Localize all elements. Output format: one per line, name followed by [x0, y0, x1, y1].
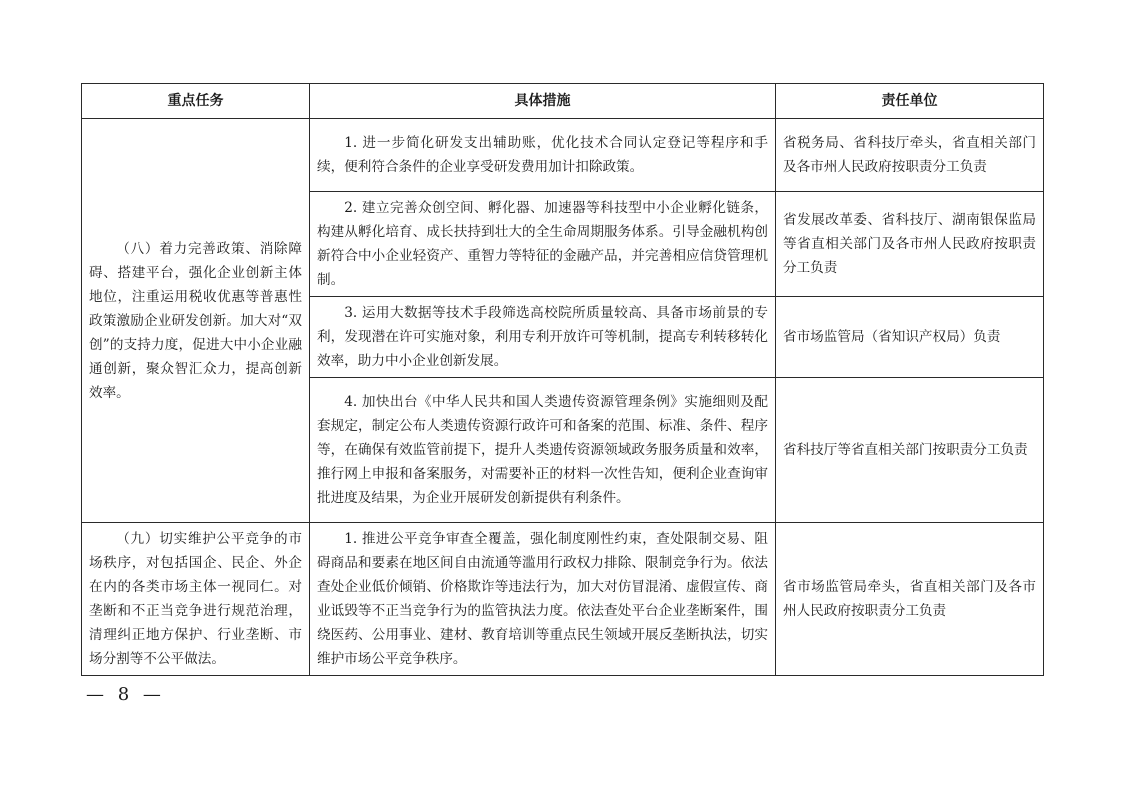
policy-table [81, 83, 1044, 676]
measure-cell: 2. 建立完善众创空间、孵化器、加速器等科技型中小企业孵化链条，构建从孵化培育、成长扶持到壮大的全生命周期服务体系。引导金融机构创新符合中小企业轻资产、重智力等特征的金融产品，并完善相应信贷管理机制。 [310, 192, 776, 297]
header-key-task: 重点任务 [82, 84, 310, 119]
unit-cell: 省市场监管局（省知识产权局）负责 [776, 297, 1044, 378]
measure-cell: 4. 加快出台《中华人民共和国人类遗传资源管理条例》实施细则及配套规定，制定公布人类遗传资源行政许可和备案的范围、标准、条件、程序等，在确保有效监管前提下，提升人类遗传资源领域政务服务质量和效率，推行网上申报和备案服务，对需要补正的材料一次性告知，便利企业查询审批进度及结果，为企业开展研发创新提供有利条件。 [310, 378, 776, 523]
task-cell: （八）着力完善政策、消除障碍、搭建平台，强化企业创新主体地位，注重运用税收优惠等普惠性政策激励企业研发创新。加大对“双创”的支持力度，促进大中小企业融通创新，聚众智汇众力，提高创新效率。 [82, 119, 310, 523]
header-responsible-unit: 责任单位 [776, 84, 1044, 119]
measure-cell: 1. 推进公平竞争审查全覆盖，强化制度刚性约束，查处限制交易、阻碍商品和要素在地区间自由流通等滥用行政权力排除、限制竞争行为。依法查处企业低价倾销、价格欺诈等违法行为，加大对仿冒混淆、虚假宣传、商业诋毁等不正当竞争行为的监管执法力度。依法查处平台企业垄断案件，围绕医药、公用事业、建材、教育培训等重点民生领域开展反垄断执法，切实维护市场公平竞争秩序。 [310, 523, 776, 676]
table-row [82, 119, 1044, 192]
unit-cell: 省科技厅等省直相关部门按职责分工负责 [776, 378, 1044, 523]
task-cell: （九）切实维护公平竞争的市场秩序，对包括国企、民企、外企在内的各类市场主体一视同仁。对垄断和不正当竞争进行规范治理，清理纠正地方保护、行业垄断、市场分割等不公平做法。 [82, 523, 310, 676]
table-row [82, 523, 1044, 676]
page-number: — 8 — [86, 684, 165, 705]
measure-cell: 3. 运用大数据等技术手段筛选高校院所质量较高、具备市场前景的专利，发现潜在许可实施对象，利用专利开放许可等机制，提高专利转移转化效率，助力中小企业创新发展。 [310, 297, 776, 378]
unit-cell: 省税务局、省科技厅牵头，省直相关部门及各市州人民政府按职责分工负责 [776, 119, 1044, 192]
unit-cell: 省发展改革委、省科技厅、湖南银保监局等省直相关部门及各市州人民政府按职责分工负责 [776, 192, 1044, 297]
unit-cell: 省市场监管局牵头，省直相关部门及各市州人民政府按职责分工负责 [776, 523, 1044, 676]
measure-cell: 1. 进一步简化研发支出辅助账，优化技术合同认定登记等程序和手续，便利符合条件的企业享受研发费用加计扣除政策。 [310, 119, 776, 192]
table-header-row [82, 84, 1044, 119]
header-measures: 具体措施 [310, 84, 776, 119]
